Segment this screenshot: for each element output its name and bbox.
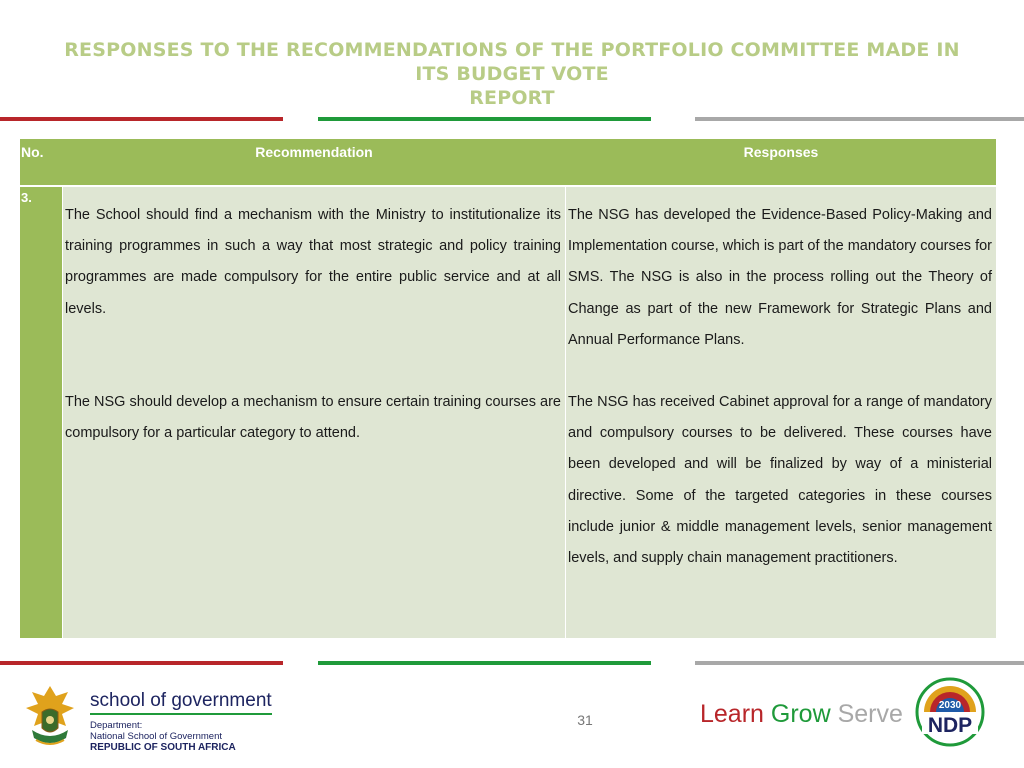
response-paragraph-1: The NSG has developed the Evidence-Based Policy-Making and Implementation course, which is part of the mandatory courses for SMS. The NSG is also in the process rolling out the Theory of Change as part of the new Framework for Strategic Plans and Annual Performance Plans. xyxy=(568,207,992,348)
bottom-divider-gray xyxy=(695,661,1024,665)
slogan-learn: Learn xyxy=(700,700,764,728)
title-line-2: ITS BUDGET VOTE xyxy=(415,63,609,85)
slide-title xyxy=(60,38,964,110)
country-name: REPUBLIC OF SOUTH AFRICA xyxy=(90,742,236,753)
responses-table xyxy=(20,139,996,638)
slogan-grow: Grow xyxy=(770,700,831,728)
recommendation-paragraph-1: The School should find a mechanism with the Ministry to institutionalize its training programmes in such a way that most strategic and policy training programmes are made compulsory for the entire public service and at all levels. xyxy=(65,207,561,317)
ndp-2030-logo-icon xyxy=(914,676,986,748)
dept-label: Department: xyxy=(90,720,143,731)
header-recommendation: Recommendation xyxy=(255,144,373,160)
header-responses: Responses xyxy=(743,144,819,160)
title-line-3: REPORT xyxy=(469,87,555,109)
header-no: No. xyxy=(21,144,44,160)
response-paragraph-2: The NSG has received Cabinet approval for a range of mandatory and compulsory courses to be delivered. These courses have been developed and will be finalized by way of a ministerial directive. Some of the targeted categories in these courses include junior & middle management levels, senior management levels, and supply chain management practitioners. xyxy=(568,394,992,567)
ndp-text: NDP xyxy=(927,714,973,737)
bottom-divider-red xyxy=(0,661,283,665)
ndp-year: 2030 xyxy=(938,700,962,711)
recommendation-cell xyxy=(63,187,565,638)
dept-name: National School of Government xyxy=(90,731,223,742)
school-of-government-logo xyxy=(90,690,272,753)
bottom-divider-green xyxy=(318,661,651,665)
page-number: 31 xyxy=(577,712,593,728)
title-line-1: RESPONSES TO THE RECOMMENDATIONS OF THE PORTFOLIO COMMITTEE MADE IN xyxy=(64,39,960,61)
org-name: school of government xyxy=(90,690,272,715)
top-divider-green xyxy=(318,117,651,121)
top-divider-red xyxy=(0,117,283,121)
row-number: 3. xyxy=(20,187,62,638)
slogan xyxy=(700,700,903,729)
slogan-serve: Serve xyxy=(837,700,903,728)
top-divider-gray xyxy=(695,117,1024,121)
response-cell xyxy=(566,187,996,638)
coat-of-arms-icon xyxy=(22,682,78,752)
table-header-row xyxy=(20,139,996,185)
recommendation-paragraph-2: The NSG should develop a mechanism to ensure certain training courses are compulsory for a particular category to attend. xyxy=(65,393,561,442)
table-row xyxy=(20,187,996,638)
